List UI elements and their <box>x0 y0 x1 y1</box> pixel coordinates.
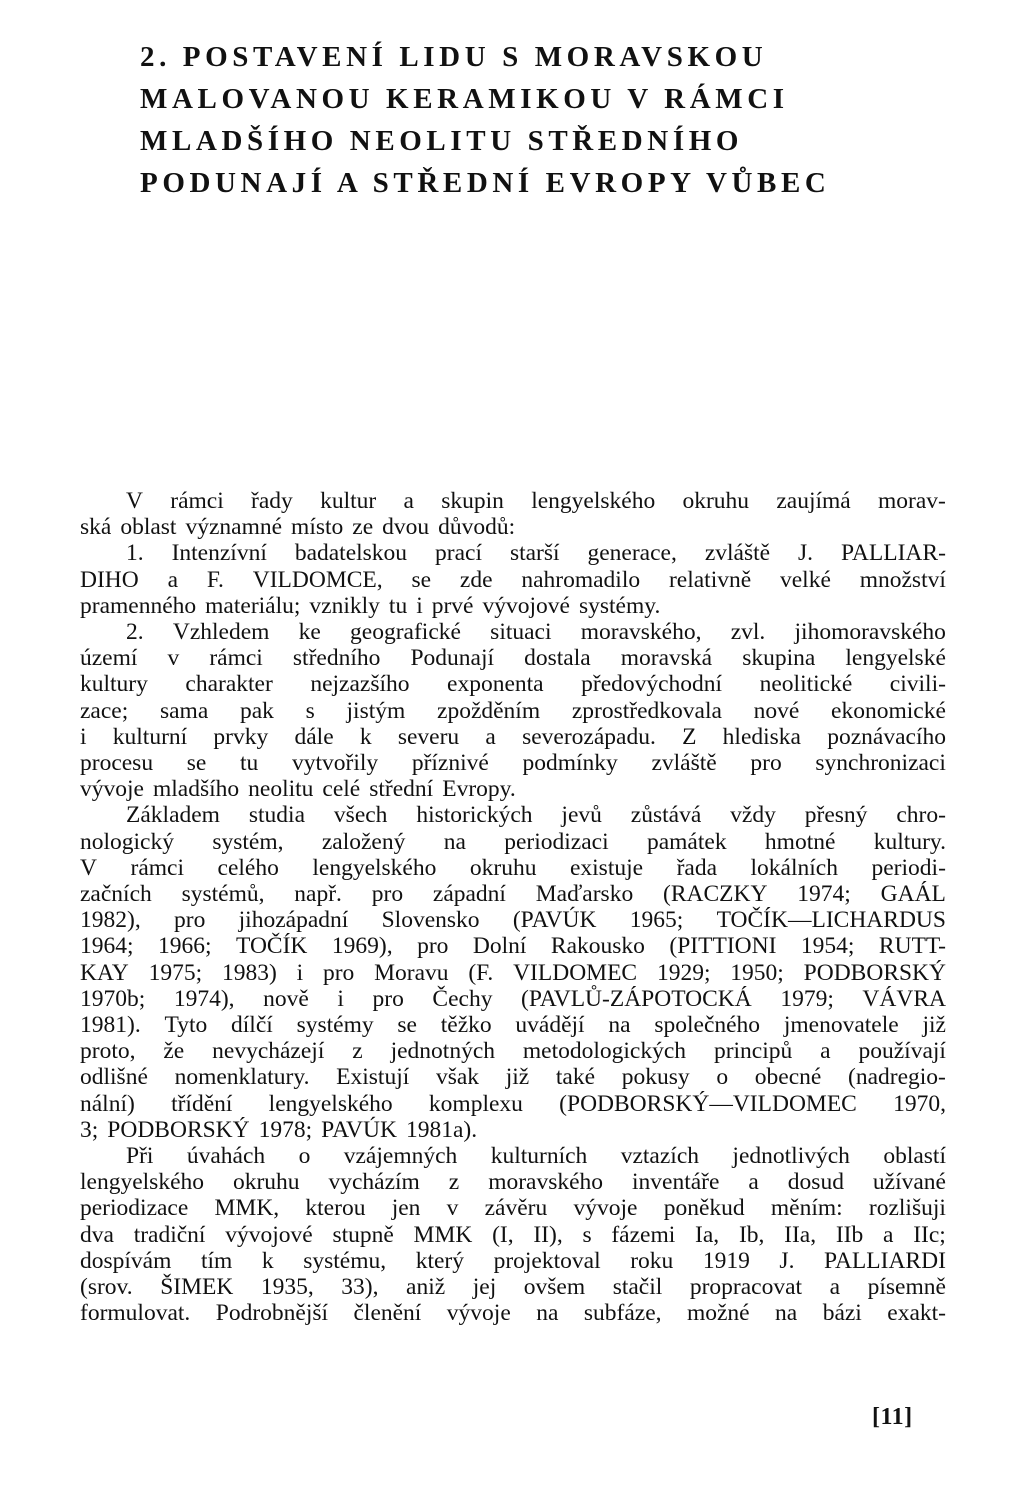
body-line: dospívám tím k systému, který projektoval roku 1919 J. PALLIARDI <box>80 1247 946 1274</box>
body-line: kultury charakter nejzazšího exponenta předovýchodní neolitické civili- <box>80 671 946 698</box>
body-line: 1964; 1966; TOČÍK 1969), pro Dolní Rakousko (PITTIONI 1954; RUTT- <box>80 933 946 960</box>
body-line: periodizace MMK, kterou jen v závěru vývoje poněkud měním: rozlišuji <box>80 1195 946 1222</box>
body-line: V rámci celého lengyelského okruhu existuje řada lokálních periodi- <box>80 854 946 881</box>
body-line: 1981). Tyto dílčí systémy se těžko uvádějí na společného jmenovatele již <box>80 1012 946 1039</box>
body-line: lengyelského okruhu vycházím z moravského inventáře a dosud užívané <box>80 1169 946 1196</box>
body-line: proto, že nevycházejí z jednotných metodologických principů a používají <box>80 1038 946 1065</box>
heading-line: 2. POSTAVENÍ LIDU S MORAVSKOU <box>140 41 768 73</box>
body-line: začních systémů, např. pro západní Maďarsko (RACZKY 1974; GAÁL <box>80 881 946 908</box>
body-line: KAY 1975; 1983) i pro Moravu (F. VILDOMEC 1929; 1950; PODBORSKÝ <box>80 959 946 986</box>
body-line: formulovat. Podrobnější členění vývoje na subfáze, možné na bázi exakt- <box>80 1300 946 1327</box>
body-line: 1970b; 1974), nově i pro Čechy (PAVLŮ-ZÁPOTOCKÁ 1979; VÁVRA <box>80 985 946 1012</box>
page-number: [11] <box>872 1404 913 1430</box>
body-line: pramenného materiálu; vznikly tu i prvé vývojové systémy. <box>80 592 661 619</box>
body-line: Při úvahách o vzájemných kulturních vztazích jednotlivých oblastí <box>126 1143 946 1170</box>
body-line: DIHO a F. VILDOMCE, se zde nahromadilo relativně velké množství <box>80 566 946 593</box>
body-line: ská oblast významné místo ze dvou důvodů: <box>80 514 516 541</box>
body-line: i kulturní prvky dále k severu a severozápadu. Z hlediska poznávacího <box>80 723 946 750</box>
body-line: 3; PODBORSKÝ 1978; PAVÚK 1981a). <box>80 1116 478 1143</box>
body-line: nální) třídění lengyelského komplexu (PODBORSKÝ—VILDOMEC 1970, <box>80 1090 946 1117</box>
body-line: procesu se tu vytvořily příznivé podmínky zvláště pro synchronizaci <box>80 750 946 777</box>
body-line: 1. Intenzívní badatelskou prací starší generace, zvláště J. PALLIAR- <box>126 540 946 567</box>
body-line: odlišné nomenklatury. Existují však již také pokusy o obecné (nadregio- <box>80 1064 946 1091</box>
body-line: zace; sama pak s jistým zpožděním zprostředkovala nové ekonomické <box>80 697 946 724</box>
body-line: vývoje mladšího neolitu celé střední Evropy. <box>80 776 516 803</box>
heading-line: PODUNAJÍ A STŘEDNÍ EVROPY VŮBEC <box>140 167 831 199</box>
body-line: V rámci řady kultur a skupin lengyelského okruhu zaujímá morav- <box>126 488 946 514</box>
body-line: území v rámci středního Podunají dostala moravská skupina lengyelské <box>80 645 946 672</box>
body-line: Základem studia všech historických jevů zůstává vždy přesný chro- <box>126 802 946 829</box>
chapter-heading <box>140 36 900 204</box>
body-line: dva tradiční vývojové stupně MMK (I, II), s fázemi Ia, Ib, IIa, IIb a IIc; <box>80 1221 946 1248</box>
body-line: 2. Vzhledem ke geografické situaci moravského, zvl. jihomoravského <box>126 619 946 646</box>
body-line: nologický systém, založený na periodizaci památek hmotné kultury. <box>80 828 946 855</box>
heading-line: MLADŠÍHO NEOLITU STŘEDNÍHO <box>140 125 744 157</box>
heading-line: MALOVANOU KERAMIKOU V RÁMCI <box>140 83 789 115</box>
body-line: (srov. ŠIMEK 1935, 33), aniž jej ovšem stačil propracovat a písemně <box>80 1274 946 1301</box>
body-line: 1982), pro jihozápadní Slovensko (PAVÚK 1965; TOČÍK—LICHARDUS <box>80 907 946 934</box>
body-text <box>80 488 946 1327</box>
